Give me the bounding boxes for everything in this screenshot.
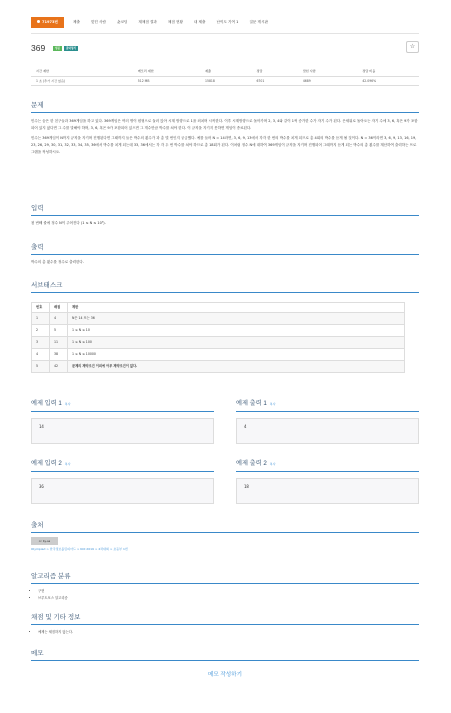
- info-time-limit: 1 초 (추가 시간 없음): [31, 76, 133, 85]
- info-header: 맞힌 사람: [298, 67, 358, 76]
- input-heading: 입력: [31, 204, 419, 216]
- example-output-2-box[interactable]: 18: [236, 478, 419, 504]
- grading-list: [31, 629, 419, 636]
- example-output-2-title: 예제 출력 2: [236, 460, 267, 467]
- problem-nav: [31, 16, 419, 29]
- info-solvers: 4689: [298, 76, 358, 85]
- example-input-2-box[interactable]: 36: [31, 478, 214, 504]
- nav-accepted-users[interactable]: 맞힌 사람: [90, 19, 106, 24]
- nav-qna[interactable]: 질문 게시판: [249, 19, 268, 24]
- subtask-section: [31, 281, 419, 373]
- algorithm-section: [31, 572, 419, 602]
- subtask-score: 5: [50, 325, 68, 337]
- dot-icon: [37, 20, 40, 23]
- info-header: 메모리 제한: [133, 67, 200, 76]
- copy-button[interactable]: 복사: [269, 462, 276, 466]
- example-input-1: [31, 400, 214, 444]
- subtask-score: 4: [50, 313, 68, 325]
- algorithm-tag[interactable]: • 구현: [38, 588, 419, 595]
- example-input-1-title: 예제 입력 1: [31, 400, 62, 407]
- subtask-limit: 1 ≤ N ≤ 10: [68, 325, 405, 337]
- grading-section: [31, 613, 419, 636]
- table-row: [32, 313, 405, 325]
- info-header: 제출: [200, 67, 251, 76]
- subtask-header: 배점: [50, 303, 68, 313]
- subtask-number: 4: [32, 349, 50, 361]
- copy-button[interactable]: 복사: [269, 402, 276, 406]
- subtask-limit: 1 ≤ N ≤ 10000: [68, 349, 405, 361]
- info-header: 정답 비율: [357, 67, 419, 76]
- subtask-number: 3: [32, 337, 50, 349]
- output-section: [31, 243, 419, 266]
- write-memo-button[interactable]: 메모 작성하기: [208, 672, 242, 678]
- format-badge: 출력형식: [66, 47, 77, 50]
- solved-badge: 성공: [55, 47, 61, 50]
- problem-paragraph-1: 민수는 숨은 한 친구들과 369게임을 하고 있다. 369게임은 여러 명이 원형으로 둘러 앉아 시계 방향으로 1을 외치며 시작한다. 이후 시계방향으로 돌아가며 2, 3, 4와 같이 1씩 증가한 수가 자기 수가 된다. 은세워로 돌아오는 자기 수에 3, 6, 혹은 9가 포함되어 있지 않다면 그 수를 말해야 하며, 3, 6, 혹은 9가 포함되어 있으면 그 개수만큼 박수를 쳐야 한다. 이 규칙을 지키지 못하면 게임이 종료된다.: [31, 119, 418, 131]
- input-paragraph: 첫 번째 줄에 정수 N이 주어진다 (1 ≤ N ≤ 10⁶).: [31, 221, 106, 226]
- problem-header: [31, 42, 419, 54]
- nav-difficulty[interactable]: 난이도 기여 1: [216, 19, 239, 24]
- grading-item: • 예제는 채점하지 않는다.: [38, 629, 419, 636]
- problem-section: [31, 101, 419, 156]
- nav-problem-tab[interactable]: [31, 17, 64, 28]
- subtask-header: 제한: [68, 303, 405, 313]
- example-output-1: [236, 400, 419, 444]
- subtask-limit: N은 14 또는 36: [68, 313, 405, 325]
- nav-problem-label: 71973번: [42, 19, 58, 24]
- example-input-2: [31, 460, 214, 504]
- subtask-limit: 문제의 제약조건 이외에 아무 제약조건이 없다.: [68, 361, 405, 373]
- info-accepted: 6701: [251, 76, 297, 85]
- license-badge[interactable]: cc by-sa: [31, 537, 58, 545]
- info-header: 시간 제한: [31, 67, 133, 76]
- source-heading: 출처: [31, 521, 419, 533]
- source-section: [31, 521, 419, 553]
- table-row: [32, 337, 405, 349]
- output-paragraph: 박수의 총 횟수를 정수로 출력한다.: [31, 260, 84, 265]
- info-memory-limit: 512 MB: [133, 76, 200, 85]
- subtask-heading: 서브태스크: [31, 281, 419, 293]
- problem-heading: 문제: [31, 101, 419, 113]
- example-input-2-title: 예제 입력 2: [31, 460, 62, 467]
- example-input-1-box[interactable]: 14: [31, 418, 214, 444]
- subtask-table: [31, 302, 405, 373]
- example-output-1-title: 예제 출력 1: [236, 400, 267, 407]
- nav-status[interactable]: 채점 현황: [167, 19, 183, 24]
- info-header: 정답: [251, 67, 297, 76]
- divider: [31, 33, 419, 34]
- page-title: 369: [31, 43, 46, 53]
- problem-paragraph-2: 민수는 369게임이 N까지 규칙을 지키며 진행된다면 그때까지 들은 박수의 횟수가 과 총 몇 번인지 궁금했다. 예를 들어 N = 14라면, 3, 6, 9, 13에서 각각 한 번의 박수를 치게 되므로 총 4회의 박수를 듣게 될 것이다. N = 36이라면 3, 6, 9, 13, 16, 19, 23, 26, 29, 30, 31, 32, 33, 34, 35, 36에서 박수를 치게 되는데 33, 36에서는 각 각 두 번 박수를 쳐야 하므로 총 18회가 된다. 이처럼 정수 N에 대하여 369게임이 규칙을 지키며 진행되어 그때까지 듣게 되는 박수의 총 횟수를 계산하여 출력하는 프로그램을 작성하시오.: [31, 136, 417, 155]
- subtask-number: 5: [32, 361, 50, 373]
- example-output-2: [236, 460, 419, 504]
- copy-button[interactable]: 복사: [64, 402, 71, 406]
- source-link[interactable]: Olympiad > 한국정보올림피아드 > KOI 2019 > 2차대회 > 초등부 1번: [31, 547, 128, 552]
- algorithm-tag[interactable]: • 브루트포스 알고리즘: [38, 595, 419, 602]
- nav-rejudge[interactable]: 재채점 결과: [138, 19, 157, 24]
- table-row: [32, 349, 405, 361]
- algorithm-heading: 알고리즘 분류: [31, 572, 419, 584]
- subtask-header: 번호: [32, 303, 50, 313]
- table-row: [32, 325, 405, 337]
- table-row: [32, 361, 405, 373]
- grading-heading: 채점 및 기타 정보: [31, 613, 419, 625]
- algorithm-list: [31, 588, 419, 602]
- example-output-1-box[interactable]: 4: [236, 418, 419, 444]
- star-icon[interactable]: ☆: [406, 41, 419, 53]
- copy-button[interactable]: 복사: [64, 462, 71, 466]
- subtask-number: 1: [32, 313, 50, 325]
- subtask-score: 11: [50, 337, 68, 349]
- nav-my-submissions[interactable]: 내 제출: [193, 19, 206, 24]
- info-submissions: 15818: [200, 76, 251, 85]
- subtask-number: 2: [32, 325, 50, 337]
- memo-heading: 메모: [31, 649, 419, 661]
- subtask-score: 42: [50, 361, 68, 373]
- info-ratio: 42.096%: [357, 76, 419, 85]
- nav-submit[interactable]: 제출: [72, 19, 80, 24]
- subtask-limit: 1 ≤ N ≤ 100: [68, 337, 405, 349]
- problem-info-table: [31, 67, 419, 86]
- input-section: [31, 204, 419, 227]
- subtask-score: 38: [50, 349, 68, 361]
- memo-section: [31, 649, 419, 661]
- output-heading: 출력: [31, 243, 419, 255]
- nav-short-coding[interactable]: 숏코딩: [116, 19, 128, 24]
